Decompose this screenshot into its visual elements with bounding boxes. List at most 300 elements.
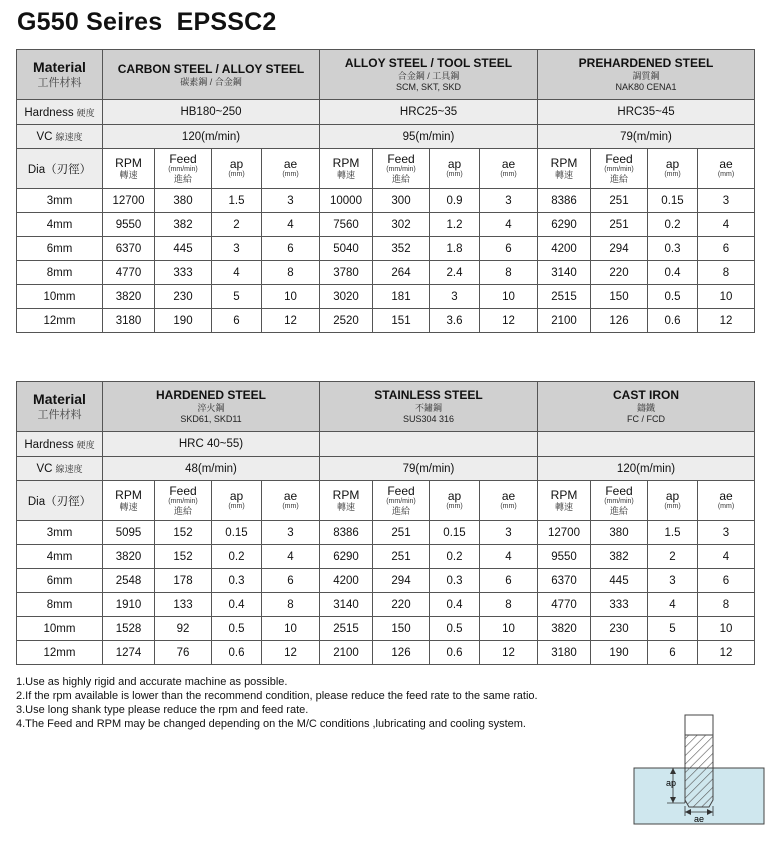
feed-header [373,149,430,189]
table-cell: 8 [480,593,538,617]
note-item: 1.Use as highly rigid and accurate machine as possible. [16,676,288,688]
table-cell: 4 [698,545,755,569]
parameter-header-row [17,149,755,189]
table-cell: 6 [480,569,538,593]
hardness-label-cn: 硬度 [76,107,95,118]
table-cell: 12 [480,641,538,665]
table-cell: 3 [212,237,262,261]
hardness-value [538,432,755,457]
table-cell: 4 [698,213,755,237]
ap-unit: (mm) [228,171,245,178]
table-cell: 1274 [103,641,155,665]
table-cell: 6 [648,641,698,665]
notes [16,675,538,731]
table-cell: 0.3 [212,569,262,593]
material-label-cn: 工件材料 [37,409,82,421]
table-cell: 4 [480,213,538,237]
material-group-cn: 碳素鋼 / 合金鋼 [180,76,242,87]
dia-cell: 8mm [17,593,103,617]
vc-value: 120(m/min) [103,125,320,149]
feed-unit: (mm/min) [386,497,416,505]
material-label: Material [33,391,86,407]
table-cell: 8386 [538,189,591,213]
ae-label: ae [693,814,705,824]
hardness-value: HB180~250 [103,100,320,125]
dia-cell: 4mm [17,545,103,569]
table-cell: 76 [155,641,212,665]
table-cell: 6290 [320,545,373,569]
table-cell: 0.15 [212,521,262,545]
ae-label: ae [501,157,516,171]
dia-cell: 4mm [17,213,103,237]
dia-cell: 12mm [17,641,103,665]
ae-header [480,481,538,521]
ae-label: ae [501,489,516,503]
material-header-row [17,382,755,432]
feed-header [591,149,648,189]
table-cell: 6 [262,237,320,261]
table-cell: 294 [591,237,648,261]
hardness-value: HRC25~35 [320,100,538,125]
rpm-label: RPM [332,487,360,502]
table-cell: 3 [430,285,480,309]
table-cell: 333 [591,593,648,617]
vc-row [17,125,755,149]
table-cell: 3 [648,569,698,593]
table-cell: 3 [480,189,538,213]
table-cell: 3 [698,521,755,545]
rpm-label: RPM [550,155,578,170]
table-cell: 2100 [320,641,373,665]
dia-label: Dia（刃徑） [17,481,103,521]
table-row [17,237,755,261]
material-group-cn: 不鏽鋼 [414,403,442,413]
feed-header [155,149,212,189]
rpm-label-cn: 轉速 [554,169,573,180]
ap-label: ap [447,489,462,503]
table-cell: 0.5 [212,617,262,641]
rpm-header [320,149,373,189]
table-cell: 4 [262,545,320,569]
table-cell: 6370 [538,569,591,593]
material-group-grade: NAK80 CENA1 [615,82,677,92]
table-cell: 2 [648,545,698,569]
material-group-header [538,382,755,432]
table-cell: 12 [480,309,538,333]
ap-header [648,481,698,521]
table-cell: 251 [373,545,430,569]
table-cell: 151 [373,309,430,333]
feed-header [373,481,430,521]
table-cell: 220 [373,593,430,617]
ae-unit: (mm) [500,171,517,178]
table-row [17,189,755,213]
table-cell: 12 [698,309,755,333]
vc-label-cell [17,125,103,149]
table-row [17,285,755,309]
ae-unit: (mm) [717,503,735,510]
table-cell: 10 [262,617,320,641]
table-cell: 0.15 [430,521,480,545]
table-cell: 264 [373,261,430,285]
material-group-header [103,50,320,100]
vc-value: 79(m/min) [320,457,538,481]
table-cell: 5095 [103,521,155,545]
note-item: 3.Use long shank type please reduce the rpm and feed rate. [16,704,309,716]
material-group-cn: 合金鋼 / 工具鋼 [397,71,460,81]
table-cell: 4200 [320,569,373,593]
table-cell: 3.6 [430,309,480,333]
material-label: Material [33,59,86,75]
vc-row [17,457,755,481]
material-group-header [320,382,538,432]
feed-label-cn: 進給 [609,505,628,516]
cutting-table [16,49,755,333]
table-row [17,309,755,333]
ap-label: ap [665,778,676,788]
material-group-header [538,50,755,100]
ae-header [698,149,755,189]
table-cell: 126 [373,641,430,665]
ap-unit: (mm) [664,503,681,510]
material-label-cell [17,50,103,100]
feed-unit: (mm/min) [168,165,198,173]
table-cell: 230 [591,617,648,641]
dia-cell: 3mm [17,189,103,213]
hardness-row [17,432,755,457]
material-group-grade: SCM, SKT, SKD [395,82,461,92]
table-cell: 9550 [103,213,155,237]
table-row [17,569,755,593]
hardness-label: Hardness [24,438,74,451]
material-group-name: ALLOY STEEL / TOOL STEEL [344,56,513,70]
table-cell: 445 [155,237,212,261]
feed-label: Feed [605,151,633,166]
table-cell: 8 [262,593,320,617]
material-group-name: STAINLESS STEEL [374,388,483,402]
rpm-label: RPM [550,487,578,502]
rpm-label-cn: 轉速 [554,501,573,512]
table-cell: 10000 [320,189,373,213]
table-cell: 150 [591,285,648,309]
table-cell: 126 [591,309,648,333]
ap-header [212,149,262,189]
table-cell: 5 [648,617,698,641]
table-cell: 2548 [103,569,155,593]
table-cell: 3180 [538,641,591,665]
table-cell: 1910 [103,593,155,617]
table-cell: 2520 [320,309,373,333]
table-cell: 1528 [103,617,155,641]
table-cell: 3 [698,189,755,213]
table-row [17,641,755,665]
table-cell: 3780 [320,261,373,285]
material-header-row [17,50,755,100]
ap-unit: (mm) [446,171,463,178]
table-cell: 6 [698,569,755,593]
ae-header [698,481,755,521]
table-cell: 352 [373,237,430,261]
hardness-label-cell [17,432,103,457]
table-cell: 0.4 [648,261,698,285]
table-cell: 3180 [103,309,155,333]
table-cell: 3 [262,189,320,213]
feed-label-cn: 進給 [173,173,192,184]
table-cell: 6 [480,237,538,261]
table-cell: 1.5 [212,189,262,213]
ae-unit: (mm) [717,171,735,178]
table-cell: 0.6 [430,641,480,665]
feed-label: Feed [605,483,633,498]
table-cell: 10 [262,285,320,309]
table-cell: 10 [480,617,538,641]
vc-label: VC [36,131,53,143]
material-group-cn: 調質鋼 [632,71,660,81]
table-cell: 190 [155,309,212,333]
ap-header [648,149,698,189]
table-cell: 2 [212,213,262,237]
table-cell: 4770 [103,261,155,285]
dia-cell: 8mm [17,261,103,285]
table-cell: 12 [262,309,320,333]
rpm-label-cn: 轉速 [336,501,355,512]
feed-label: Feed [169,151,197,166]
material-group-grade: FC / FCD [627,414,665,424]
rpm-header [103,149,155,189]
table-cell: 7560 [320,213,373,237]
table-row [17,593,755,617]
table-cell: 230 [155,285,212,309]
vc-value: 120(m/min) [538,457,755,481]
table-cell: 1.8 [430,237,480,261]
ae-label: ae [719,157,733,171]
table-row [17,617,755,641]
table-cell: 0.4 [212,593,262,617]
table-cell: 0.5 [430,617,480,641]
table-cell: 92 [155,617,212,641]
table-cell: 4 [262,213,320,237]
rpm-label-cn: 轉速 [119,169,138,180]
table-cell: 10 [480,285,538,309]
ap-unit: (mm) [664,171,681,178]
ap-unit: (mm) [228,503,245,510]
table-cell: 6 [262,569,320,593]
table-cell: 2.4 [430,261,480,285]
table-cell: 3820 [103,285,155,309]
feed-label-cn: 進給 [173,505,192,516]
table-cell: 4 [480,545,538,569]
table-cell: 8 [698,261,755,285]
table-cell: 3 [480,521,538,545]
material-group-name: CARBON STEEL / ALLOY STEEL [117,61,305,76]
ap-unit: (mm) [446,503,463,510]
feed-label: Feed [387,483,415,498]
vc-label: VC [36,463,53,475]
material-group-cn: 淬火鋼 [197,403,225,413]
table-cell: 12 [698,641,755,665]
rpm-label-cn: 轉速 [336,169,355,180]
ae-header [480,149,538,189]
material-group-cn: 鑄鐵 [636,403,655,413]
vc-label-cn: 線速度 [55,464,83,474]
dia-cell: 3mm [17,521,103,545]
note-item: 2.If the rpm available is lower than the recommend condition, please reduce the feed rate to the same ratio. [16,690,538,702]
table-cell: 3140 [320,593,373,617]
ap-header [212,481,262,521]
page-title: G550 Seires EPSSC2 [17,8,277,36]
table-cell: 9550 [538,545,591,569]
table-cell: 0.4 [430,593,480,617]
table-cell: 445 [591,569,648,593]
ae-unit: (mm) [282,171,299,178]
rpm-label: RPM [115,155,142,170]
note-item: 4.The Feed and RPM may be changed depending on the M/C conditions ,lubricating and cooling system. [16,718,526,730]
table-cell: 333 [155,261,212,285]
table-cell: 152 [155,521,212,545]
rpm-label: RPM [332,155,360,170]
hardness-label-cell [17,100,103,125]
table-cell: 133 [155,593,212,617]
table-cell: 251 [591,213,648,237]
hardness-value: HRC35~45 [538,100,755,125]
feed-header [591,481,648,521]
ap-label: ap [229,489,244,503]
ap-label: ap [665,489,680,503]
dia-cell: 6mm [17,237,103,261]
table-row [17,261,755,285]
material-group-name: CAST IRON [613,388,679,402]
feed-header [155,481,212,521]
table-row [17,545,755,569]
table-cell: 8 [698,593,755,617]
rpm-header [103,481,155,521]
table-cell: 6370 [103,237,155,261]
ae-label: ae [719,489,733,503]
feed-label-cn: 進給 [391,505,410,516]
vc-value: 79(m/min) [538,125,755,149]
table-cell: 10 [698,285,755,309]
ap-label: ap [447,157,462,171]
table-row [17,213,755,237]
table-cell: 1.5 [648,521,698,545]
table-cell: 5040 [320,237,373,261]
feed-unit: (mm/min) [386,165,416,173]
rpm-header [538,481,591,521]
table-cell: 4 [648,593,698,617]
rpm-label-cn: 轉速 [119,501,138,512]
table-cell: 12700 [103,189,155,213]
ap-header [430,149,480,189]
feed-unit: (mm/min) [604,497,634,505]
table-cell: 181 [373,285,430,309]
feed-label-cn: 進給 [609,173,628,184]
ae-label: ae [283,157,298,171]
feed-label: Feed [387,151,415,166]
table-cell: 190 [591,641,648,665]
table-cell: 0.6 [648,309,698,333]
table-cell: 5 [212,285,262,309]
hardness-label: Hardness [24,106,74,119]
vc-label-cell [17,457,103,481]
ap-header [430,481,480,521]
table-cell: 6 [212,309,262,333]
table-cell: 8 [480,261,538,285]
table-cell: 2100 [538,309,591,333]
table-cell: 6 [698,237,755,261]
table-cell: 302 [373,213,430,237]
tool-shank [685,715,713,735]
table-cell: 382 [591,545,648,569]
feed-unit: (mm/min) [168,497,198,505]
material-label-cell [17,382,103,432]
ap-label: ap [665,157,680,171]
table-cell: 6290 [538,213,591,237]
table-cell: 150 [373,617,430,641]
material-group-name: HARDENED STEEL [155,388,266,402]
table-cell: 2515 [538,285,591,309]
ae-label: ae [283,489,298,503]
table-cell: 3820 [103,545,155,569]
rpm-header [538,149,591,189]
parameter-header-row [17,481,755,521]
table-cell: 8386 [320,521,373,545]
tool-flute [685,735,713,807]
hardness-value: HRC 40~55) [103,432,320,457]
rpm-label: RPM [115,487,142,502]
table-cell: 0.2 [212,545,262,569]
material-label-cn: 工件材料 [37,77,82,89]
vc-label-cn: 線速度 [55,132,83,142]
cutting-table [16,381,755,665]
table-cell: 251 [373,521,430,545]
material-group-grade: SKD61, SKD11 [180,414,242,424]
ae-unit: (mm) [500,503,517,510]
table-cell: 8 [262,261,320,285]
table-cell: 4200 [538,237,591,261]
table-cell: 294 [373,569,430,593]
ae-header [262,149,320,189]
table-cell: 380 [155,189,212,213]
table-cell: 152 [155,545,212,569]
material-group-header [320,50,538,100]
table-cell: 0.6 [212,641,262,665]
table-cell: 0.9 [430,189,480,213]
table-cell: 1.2 [430,213,480,237]
table-cell: 4770 [538,593,591,617]
table-cell: 178 [155,569,212,593]
feed-label-cn: 進給 [391,173,410,184]
hardness-row [17,100,755,125]
dia-cell: 10mm [17,617,103,641]
table-cell: 3 [262,521,320,545]
table-cell: 3020 [320,285,373,309]
material-group-header [103,382,320,432]
dia-cell: 10mm [17,285,103,309]
ae-unit: (mm) [282,503,299,510]
ae-header [262,481,320,521]
table-cell: 10 [698,617,755,641]
dia-label: Dia（刃徑） [17,149,103,189]
table-cell: 12 [262,641,320,665]
table-cell: 0.2 [648,213,698,237]
table-cell: 4 [212,261,262,285]
table-cell: 0.5 [648,285,698,309]
ap-label: ap [229,157,244,171]
table-cell: 382 [155,213,212,237]
table-cell: 251 [591,189,648,213]
cutting-diagram [633,714,765,826]
table-cell: 380 [591,521,648,545]
